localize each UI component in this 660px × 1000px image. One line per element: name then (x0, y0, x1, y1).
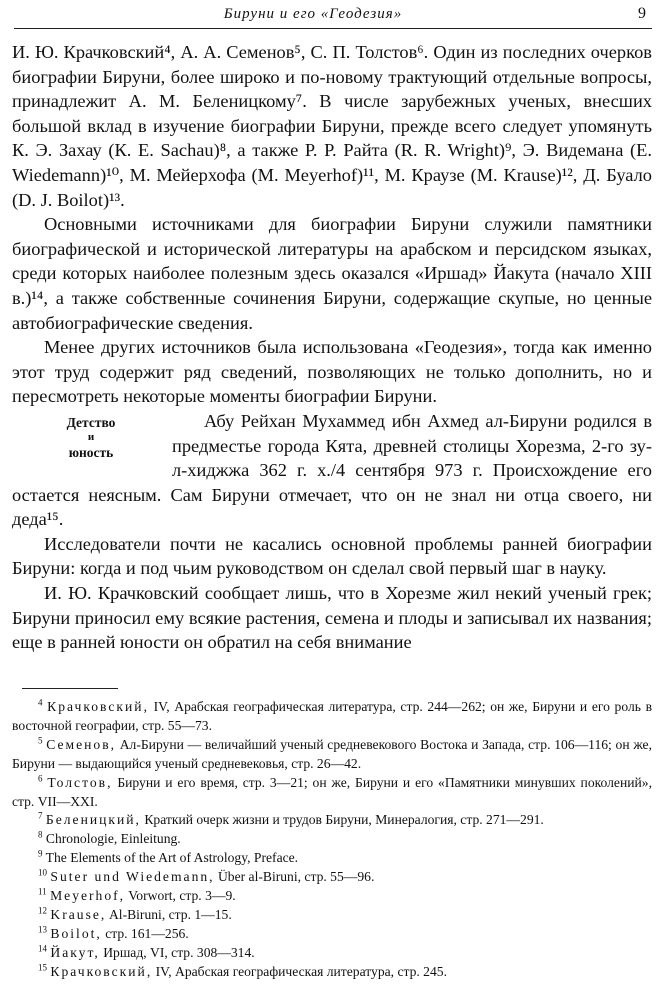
footnote-author: Boilot, (50, 925, 102, 941)
footnote-number: 15 (38, 962, 47, 973)
footnote-author: Йакут, (50, 944, 100, 960)
margin-heading-line: юность (68, 444, 114, 460)
footnote (12, 868, 652, 887)
footnote (12, 887, 652, 906)
footnote (12, 849, 652, 868)
footnote-number: 12 (38, 905, 47, 916)
running-title: Бируни и его «Геодезия» (223, 6, 403, 22)
paragraph: И. Ю. Крачковский сообщает лишь, что в Хорезме жил некий ученый грек; Бируни приносил ему всякие растения, семена и плоды и записывал их названия; еще в ранней юности он обратил на себя внимание (12, 583, 652, 653)
footnote-author: Семенов, (46, 736, 117, 752)
footnote-number: 8 (38, 829, 43, 840)
footnote-author: Крачковский, (47, 699, 149, 714)
footnote-author: Meyerhof, (50, 888, 126, 904)
footnote-number: 9 (38, 848, 43, 859)
footnote-number: 13 (38, 924, 47, 935)
footnote-text: стр. 161—256. (105, 925, 189, 941)
footnote-text: Иршад, VI, стр. 308—314. (103, 944, 255, 960)
footnote-text: IV, Арабская географическая литература, стр. 245. (155, 963, 447, 979)
footnote-text: Ал-Бируни — величайший ученый средневекового Востока и Запада, стр. 106—116; он же, Бируни — выдающийся ученый средневековья, стр. 26—42. (12, 736, 652, 771)
footnote-number: 4 (38, 697, 43, 708)
margin-heading (12, 415, 170, 460)
footnote-author: Толстов, (47, 774, 113, 790)
footnote-divider (22, 688, 118, 689)
paragraph: Основными источниками для биографии Бируни служили памятники биографической и исторической литературы на арабском и персидском языках, среди которых наиболее полезным здесь оказался «Иршад» Йакута (начало XIII в.)¹⁴, а также собственные сочинения Бируни, содержащие скупые, но ценные автобиографические сведения. (12, 214, 652, 333)
paragraph: Абу Рейхан Мухаммед ибн Ахмед ал-Бируни родился в предместье города Кята, древней столицы Хорезма, 2-го зу-л-хиджжа 362 г. х./4 сентября 973 г. Происхождение его остается неясным. Сам Бируни отмечает, что он не знал ни отца своего, ни деда¹⁵. (12, 410, 652, 530)
footnote-author: Крачковский, (50, 963, 153, 979)
paragraph: И. Ю. Крачковский⁴, А. А. Семенов⁵, С. П. Толстов⁶. Один из последних очерков биографии Бируни, более широко и по-новому трактующий отдельные вопросы, принадлежит А. М. Беленицкому⁷. В числе зарубежных ученых, внесших большой вклад в изучение биографии Бируни, прежде всего следует упомянуть К. Э. Захау (К. E. Sachau)⁸, а также Р. Р. Райта (R. R. Wright)⁹, Э. Видемана (E. Wiedemann)¹⁰, М. Мейерхофа (M. Meyerhof)¹¹, М. Краузе (M. Krause)¹², Д. Буало (D. J. Boilot)¹³. (12, 42, 652, 210)
footnote-number: 10 (38, 867, 47, 878)
footnote (12, 698, 652, 736)
paragraph: Менее других источников была использована «Геодезия», тогда как именно этот труд содержит ряд сведений, позволяющих не только дополнить, но и пересмотреть некоторые моменты биографии Бируни. (12, 337, 652, 407)
footnote (12, 925, 652, 944)
footnote-author: Беленицкий, (45, 812, 141, 828)
main-text (12, 40, 652, 655)
footnote-text: Vorwort, стр. 3—9. (128, 888, 236, 904)
margin-heading-line: и (87, 430, 95, 443)
footnote-text: The Elements of the Art of Astrology, Preface. (45, 850, 299, 866)
footnote-number: 14 (38, 943, 47, 954)
footnote-text: IV, Арабская географическая литература, стр. 244—262; он же, Бируни и его роль в восточной географии, стр. 55—73. (12, 699, 653, 733)
footnote (12, 774, 652, 812)
running-header (14, 2, 652, 29)
footnote (12, 944, 652, 963)
footnote (12, 811, 652, 830)
footnote (12, 906, 652, 925)
paragraph: Исследователи почти не касались основной проблемы ранней биографии Бируни: когда и под чьим руководством он сделал свой первый шаг в науку. (12, 533, 652, 579)
footnote (12, 736, 652, 774)
footnote-number: 5 (38, 735, 43, 746)
footnote-text: Chronologie, Einleitung. (45, 831, 181, 847)
footnote-number: 11 (38, 886, 47, 897)
footnote (12, 963, 652, 982)
footnote-author: Krause, (50, 906, 107, 922)
footnote-text: Über al-Biruni, стр. 55—96. (217, 869, 375, 885)
margin-heading-line: Детство (66, 414, 116, 430)
footnotes (12, 698, 652, 982)
footnote (12, 830, 652, 849)
footnote-text: Краткий очерк жизни и трудов Бируни, Минералогия, стр. 271—291. (144, 812, 544, 828)
footnote-author: Suter und Wiedemann, (50, 869, 215, 885)
footnote-text: Бируни и его время, стр. 3—21; он же, Бируни и его «Памятники минувших поколений», стр. VII—XXI. (12, 774, 652, 809)
section-with-sidenote (12, 409, 652, 532)
footnote-number: 6 (38, 773, 43, 784)
page-number: 9 (638, 5, 646, 22)
footnote-text: Al-Biruni, стр. 1—15. (108, 906, 232, 922)
footnote-number: 7 (38, 810, 43, 821)
